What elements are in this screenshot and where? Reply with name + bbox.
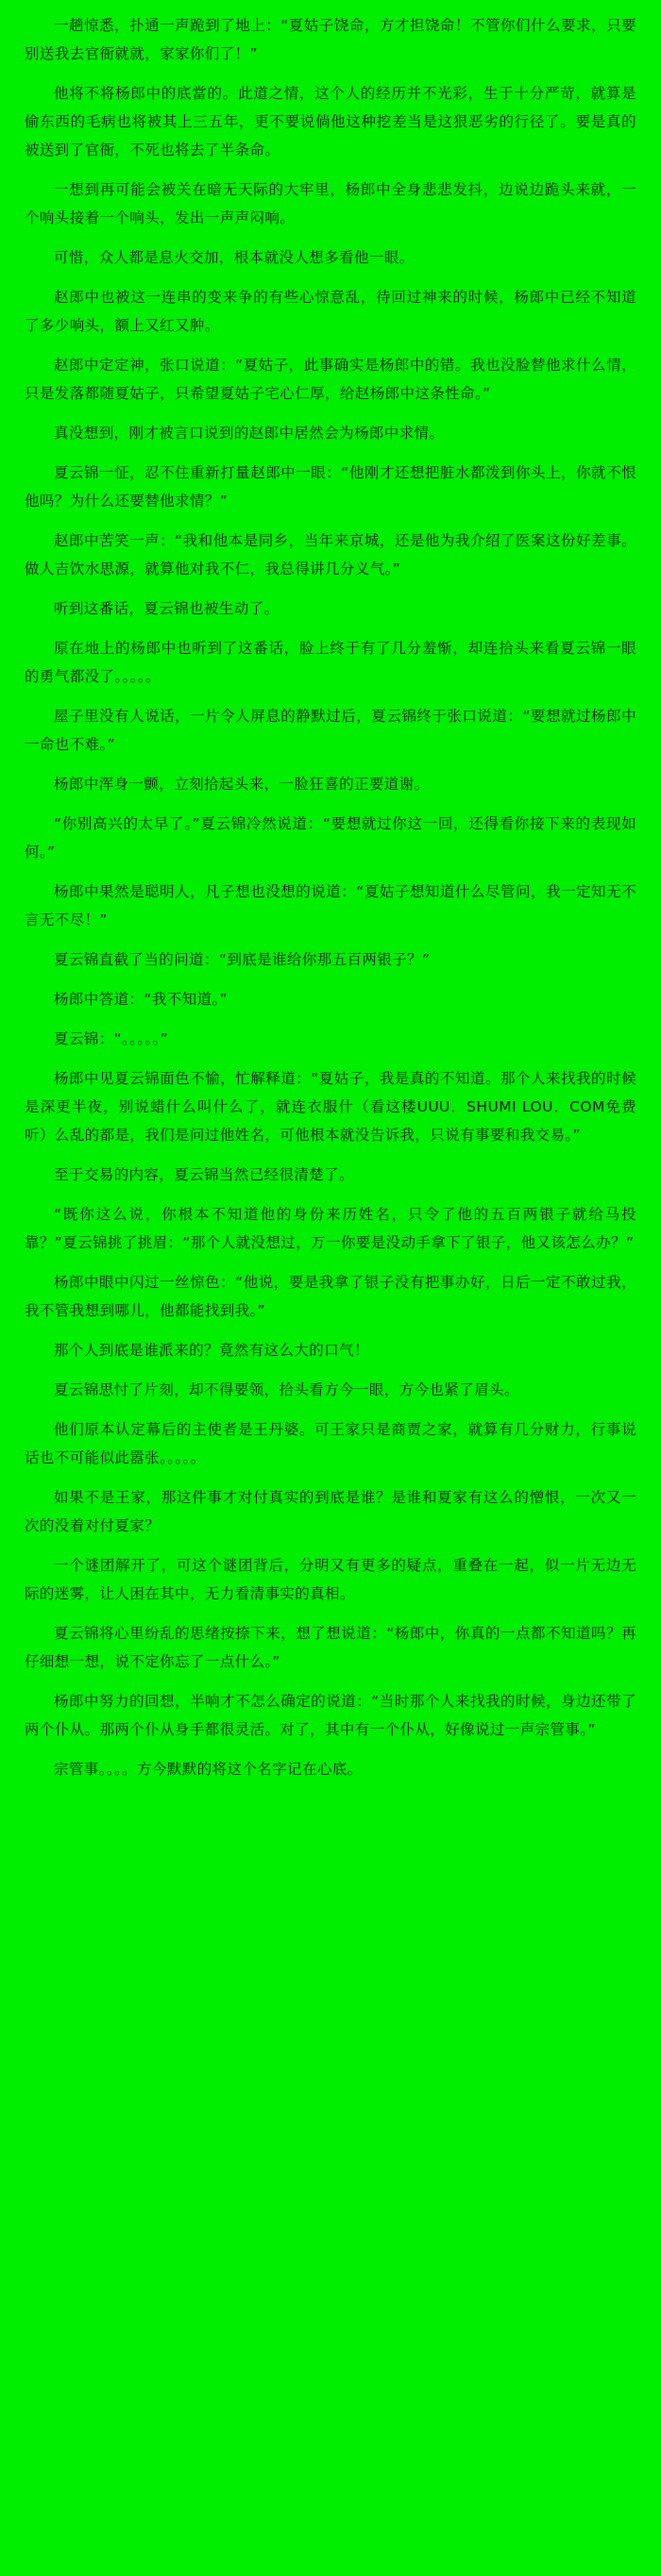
paragraph: 如果不是王家，那这件事才对付真实的到底是谁？是谁和夏家有这么的憎恨，一次又一次的没着对付夏家？ <box>25 1489 636 1534</box>
paragraph: “你别高兴的太早了。”夏云锦冷然说道：“要想就过你这一回，还得看你接下来的表现如何。” <box>25 815 636 861</box>
paragraph: 杨郎中浑身一颤，立刻拾起头来，一脸狂喜的正要道谢。 <box>54 776 430 793</box>
paragraph: 可惜，众人都是息火交加，根本就没人想多看他一眼。 <box>54 249 415 266</box>
paragraph: 杨郎中见夏云锦面色不愉，忙解释道：“夏姑子，我是真的不知道。那个人来找我的时候是深更半夜，别说蜡什么叫什么了，就连衣服什（看这楼UUU．SHUMI LOU．COM免费听）么乱的都是，我们是问过他姓名，可他根本就没告诉我，只说有事要和我交易。” <box>25 1070 636 1144</box>
paragraph: 夏云锦直截了当的问道：“到底是谁给你那五百两银子？” <box>54 951 431 968</box>
paragraph: 夏云锦思忖了片刻，却不得要领，拾头看方今一眼，方今也紧了眉头。 <box>54 1381 519 1398</box>
paragraph: 夏云锦将心里纷乱的思绪按捺下来，想了想说道：“杨郎中，你真的一点都不知道吗？再仔细想一想，说不定你忘了一点什么。” <box>25 1625 636 1670</box>
paragraph: 一趟惊悉，扑通一声跪到了地上：“夏姑子饶命，方才担饶命！不管你们什么要求，只要别送我去官衙就就，家家你们了！” <box>25 17 636 62</box>
paragraph: 一想到再可能会被关在暗无天际的大牢里，杨郎中全身悲悲发抖，边说边跪头来就，一个响头接着一个响头，发出一声声闷响。 <box>25 181 636 226</box>
paragraph: 原在地上的杨郎中也听到了这番话，脸上终于有了几分羞惭，却连拾头来看夏云锦一眼的勇气都没了。。。。。 <box>25 640 636 685</box>
paragraph: 夏云锦：“。。。。。” <box>54 1030 169 1047</box>
paragraph: 杨郎中答道：“我不知道。” <box>54 991 229 1008</box>
paragraph: 他们原本认定幕后的主使者是王丹婆。可王家只是商贾之家，就算有几分财力，行事说话也不可能似此嚣张。。。。。 <box>25 1421 636 1466</box>
paragraph: 杨郎中果然是聪明人，凡子想也没想的说道：“夏姑子想知道什么尽管问，我一定知无不言无不尽！” <box>25 883 636 928</box>
paragraph: 屋子里没有人说话，一片令人屏息的静默过后，夏云锦终于张口说道：“要想就过杨郎中一命也不难。” <box>25 708 636 753</box>
paragraph: 宗管事。。。。方今默默的将这个名字记在心底。 <box>54 1761 363 1778</box>
paragraph: 夏云锦一怔，忍不住重新打量赵郎中一眼：“他刚才还想把脏水都泼到你头上，你就不恨他吗？为什么还要替他求情？” <box>25 464 636 510</box>
paragraph: 杨郎中眼中闪过一丝惊色：“他说，要是我拿了银子没有把事办好，日后一定不敢过我，我不管我想到哪儿，他都能找到我。” <box>25 1274 636 1319</box>
paragraph: 听到这番话，夏云锦也被生动了。 <box>54 600 280 617</box>
paragraph: 杨郎中努力的回想，半响才不怎么确定的说道：“当时那个人来找我的时候，身边还带了两个仆从。那两个仆从身手都很灵活。对了，其中有一个仆从，好像说过一声宗管事。” <box>25 1693 636 1738</box>
paragraph: 至于交易的内容，夏云锦当然已经很清楚了。 <box>54 1166 355 1183</box>
paragraph: 真没想到，刚才被言口说到的赵郎中居然会为杨郎中求情。 <box>54 425 445 442</box>
paragraph: 他将不将杨郎中的底當的。此道之情，这个人的经历并不光彩，生于十分严苛，就算是偷东西的毛病也将被其上三五年，更不要说倘他这种挖差当是这狠恶劣的行径了。要是真的被送到了官衙，不死也将去了半条命。 <box>25 85 636 159</box>
paragraph-container <box>25 11 636 1783</box>
paragraph: 赵郎中苦笑一声：“我和他本是同乡，当年来京城，还是他为我介绍了医案这份好差事。做人吉饮水思源，就算他对我不仁，我总得讲几分义气。” <box>25 532 636 577</box>
paragraph: 那个人到底是谁派来的？竟然有这么大的口气！ <box>54 1342 369 1359</box>
paragraph: 一个谜团解开了，可这个谜团背后，分明又有更多的疑点，重叠在一起，似一片无边无际的迷雾，让人困在其中，无力看清事实的真相。 <box>25 1557 636 1602</box>
paragraph: 赵郎中也被这一连串的变来争的有些心惊意乱，待回过神来的时候，杨郎中已经不知道了多少响头，额上又红又肿。 <box>25 289 636 334</box>
paragraph: “既你这么说，你根本不知道他的身份来历姓名，只令了他的五百两银子就给马投靠？”夏云锦挑了挑眉：“那个人就没想过，万一你要是没动手拿下了银子，他又该怎么办？” <box>25 1206 636 1251</box>
paragraph: 赵郎中定定神，张口说道：“夏姑子，此事确实是杨郎中的错。我也没脸替他求什么情，只是发落都随夏姑子，只希望夏姑子宅心仁厚，给赵杨郎中这条性命。” <box>25 357 636 402</box>
